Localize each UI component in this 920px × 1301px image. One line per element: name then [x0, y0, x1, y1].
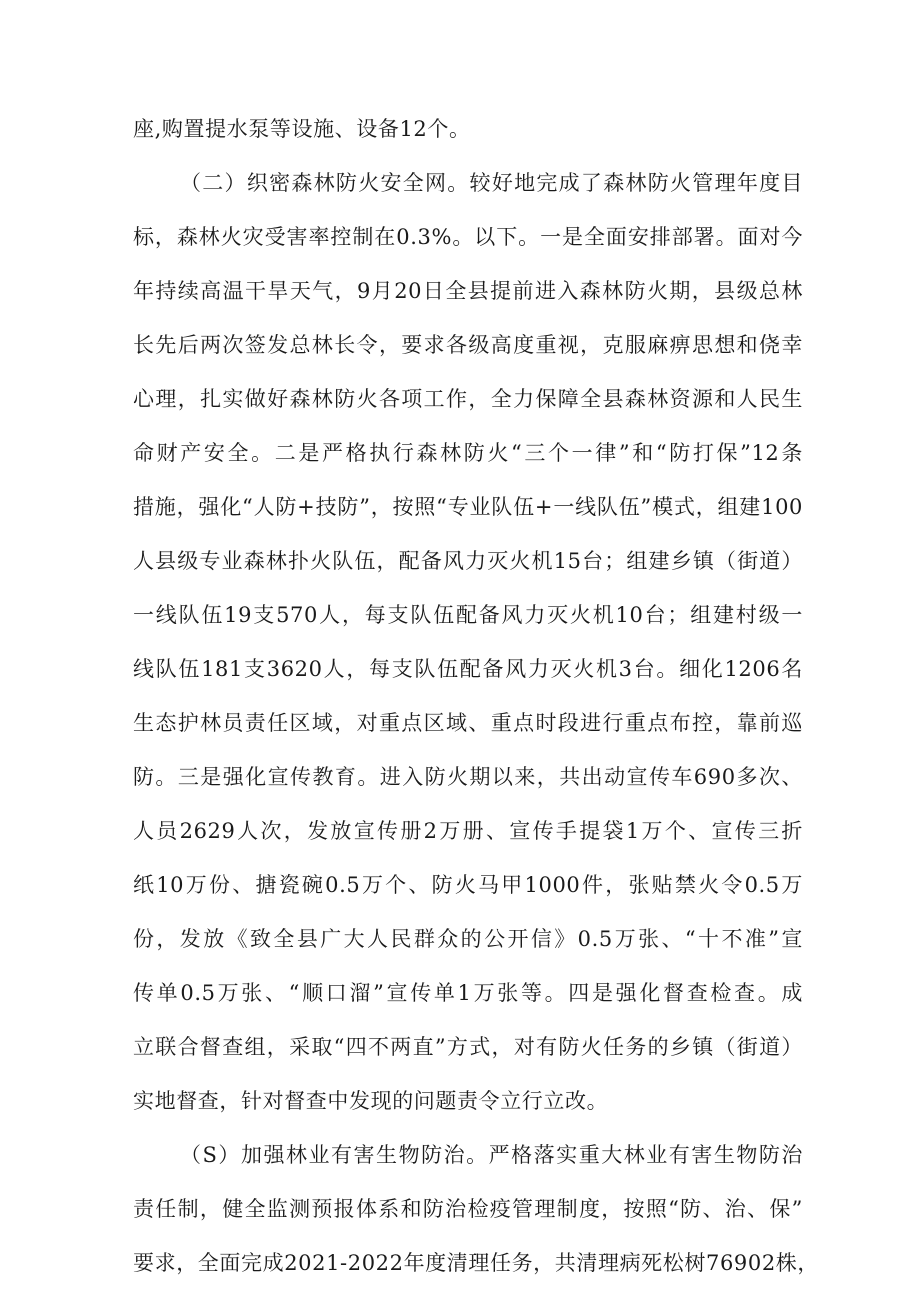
text-line: 份，发放《致全县广大人民群众的公开信》0.5万张、“十不准”宣	[133, 927, 803, 951]
text-line: 年持续高温干旱天气，9月20日全县提前进入森林防火期，县级总林	[133, 279, 803, 303]
text-line: 要求，全面完成2021-2022年度清理任务，共清理病死松树76902株，	[133, 1251, 819, 1275]
text-line: 立联合督查组，采取“四不两直”方式，对有防火任务的乡镇（街道）	[133, 1035, 803, 1059]
text-line: 一线队伍19支570人，每支队伍配备风力灭火机10台；组建村级一	[133, 603, 803, 627]
text-line: 人员2629人次，发放宣传册2万册、宣传手提袋1万个、宣传三折	[133, 819, 803, 843]
text-line: 长先后两次签发总林长令，要求各级高度重视，克服麻痹思想和侥幸	[133, 333, 803, 357]
text-line: 责任制，健全监测预报体系和防治检疫管理制度，按照“防、治、保”	[133, 1197, 803, 1221]
text-line: 措施，强化“人防+技防”，按照“专业队伍+一线队伍”模式，组建100	[133, 495, 803, 519]
text-line: 纸10万份、搪瓷碗0.5万个、防火马甲1000件，张贴禁火令0.5万	[133, 873, 803, 897]
text-line: 标，森林火灾受害率控制在0.3%。以下。一是全面安排部署。面对今	[133, 225, 803, 249]
text-line: 实地督查，针对督查中发现的问题责令立行立改。	[133, 1089, 609, 1113]
paragraph-heading-line: （二）织密森林防火安全网。较好地完成了森林防火管理年度目	[180, 171, 803, 195]
text-line: 防。三是强化宣传教育。进入防火期以来，共出动宣传车690多次、	[133, 765, 803, 789]
text-line: 命财产安全。二是严格执行森林防火“三个一律”和“防打保”12条	[133, 441, 803, 465]
text-line: 座,购置提水泵等设施、设备12个。	[133, 117, 471, 141]
text-line: 人县级专业森林扑火队伍，配备风力灭火机15台；组建乡镇（街道）	[133, 549, 803, 573]
text-line: 传单0.5万张、“顺口溜”宣传单1万张等。四是强化督查检查。成	[133, 981, 803, 1005]
text-line: 线队伍181支3620人，每支队伍配备风力灭火机3台。细化1206名	[133, 657, 803, 681]
text-line: 心理，扎实做好森林防火各项工作，全力保障全县森林资源和人民生	[133, 387, 803, 411]
text-line: 生态护林员责任区域，对重点区域、重点时段进行重点布控，靠前巡	[133, 711, 803, 735]
paragraph-heading-line: （S）加强林业有害生物防治。严格落实重大林业有害生物防治	[180, 1143, 803, 1167]
